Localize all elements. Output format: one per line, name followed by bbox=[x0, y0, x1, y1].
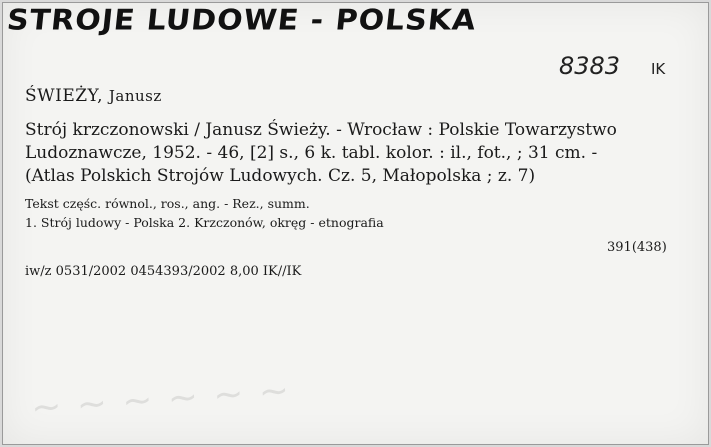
author-surname: ŚWIEŻY, bbox=[25, 86, 103, 106]
faint-bleedthrough-mark: ~ ~ ~ ~ ~ ~ bbox=[29, 369, 293, 430]
description-line-3: (Atlas Polskich Strojów Ludowych. Cz. 5, Małopolska ; z. 7) bbox=[25, 166, 536, 186]
author-given-name: Janusz bbox=[108, 87, 162, 105]
classification-code: 391(438) bbox=[607, 240, 667, 255]
notes-line: Tekst częśc. równol., ros., ang. - Rez., summ. bbox=[25, 196, 310, 211]
call-number-suffix: IK bbox=[651, 60, 666, 78]
catalog-card bbox=[2, 2, 709, 445]
subject-stamp: STROJE LUDOWE - POLSKA bbox=[5, 3, 478, 38]
description-line-1: Strój krzczonowski / Janusz Świeży. - Wrocław : Polskie Towarzystwo bbox=[25, 120, 617, 140]
call-number: 8383 bbox=[559, 52, 621, 80]
subjects-line: 1. Strój ludowy - Polska 2. Krzczonów, okręg - etnografia bbox=[25, 215, 384, 230]
author-heading bbox=[25, 85, 162, 107]
accession-line: iw/z 0531/2002 0454393/2002 8,00 IK//IK bbox=[25, 264, 302, 279]
description-line-2: Ludoznawcze, 1952. - 46, [2] s., 6 k. tabl. kolor. : il., fot., ; 31 cm. - bbox=[25, 143, 598, 163]
